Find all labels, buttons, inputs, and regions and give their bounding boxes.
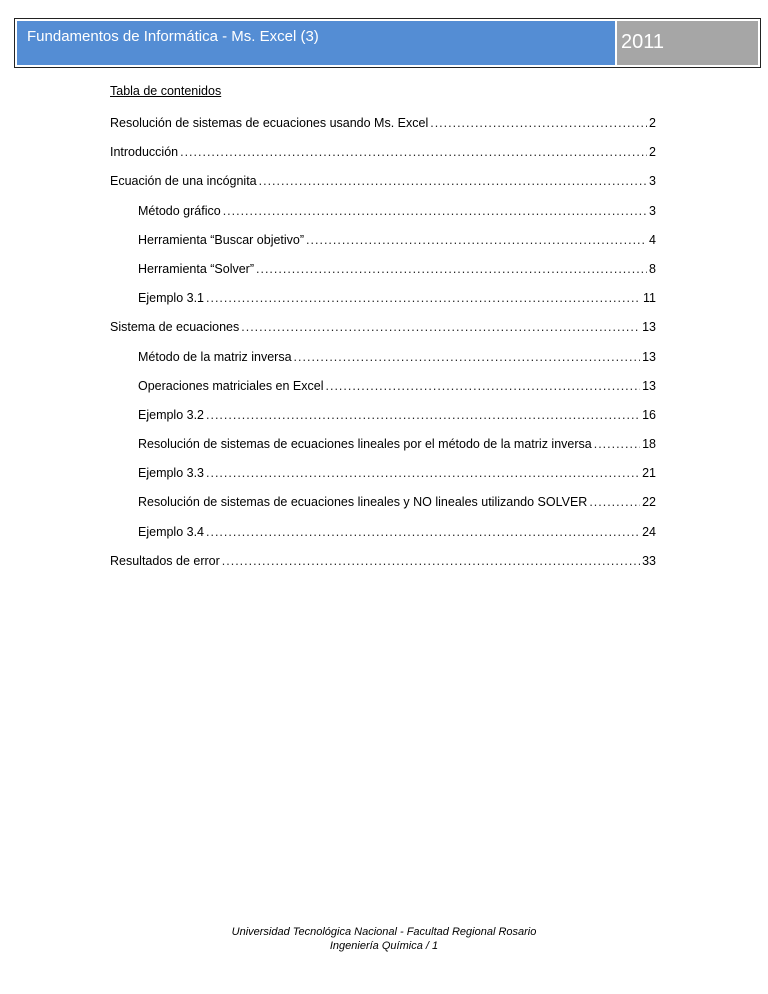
leader-dots — [430, 116, 647, 130]
toc-entry[interactable] — [110, 495, 656, 524]
toc-entry-page: 2 — [649, 145, 656, 160]
page-header — [14, 18, 761, 68]
toc-entry-page: 13 — [642, 349, 656, 364]
document-year: 2011 — [617, 21, 758, 65]
toc-entry[interactable] — [110, 466, 656, 495]
table-of-contents — [110, 116, 656, 583]
toc-entry-page: 11 — [643, 291, 656, 306]
leader-dots — [589, 495, 640, 509]
leader-dots — [222, 554, 640, 568]
toc-entry[interactable] — [110, 233, 656, 262]
toc-entry[interactable] — [110, 525, 656, 554]
footer-department-page: Ingeniería Química / 1 — [329, 940, 439, 952]
toc-entry-label: Método gráfico — [138, 203, 221, 218]
toc-entry-page: 22 — [642, 495, 656, 510]
leader-dots — [306, 233, 647, 247]
toc-entry-page: 16 — [642, 407, 656, 422]
toc-entry[interactable] — [110, 437, 656, 466]
leader-dots — [259, 174, 647, 188]
leader-dots — [180, 145, 647, 159]
toc-entry[interactable] — [110, 204, 656, 233]
toc-entry-label: Herramienta “Solver” — [138, 261, 255, 276]
toc-entry-label: Ejemplo 3.1 — [138, 291, 205, 306]
leader-dots — [206, 466, 640, 480]
toc-entry-label: Método de la matriz inversa — [138, 349, 292, 364]
toc-entry[interactable] — [110, 408, 656, 437]
leader-dots — [594, 437, 640, 451]
toc-entry-label: Ejemplo 3.3 — [138, 466, 205, 481]
leader-dots — [256, 262, 647, 276]
toc-entry-label: Ejemplo 3.2 — [138, 407, 205, 422]
toc-entry-label: Sistema de ecuaciones — [110, 320, 240, 335]
toc-entry-page: 13 — [642, 320, 656, 335]
toc-entry[interactable] — [110, 174, 656, 203]
toc-entry[interactable] — [110, 320, 656, 349]
leader-dots — [241, 320, 640, 334]
toc-entry-page: 4 — [649, 232, 656, 247]
leader-dots — [206, 408, 640, 422]
toc-entry-label: Operaciones matriciales en Excel — [138, 378, 324, 393]
leader-dots — [206, 291, 641, 305]
toc-entry-page: 3 — [649, 203, 656, 218]
toc-entry-page: 21 — [642, 466, 656, 481]
leader-dots — [294, 350, 641, 364]
toc-entry-label: Introducción — [110, 145, 179, 160]
toc-entry-page: 2 — [649, 116, 656, 130]
toc-entry-page: 8 — [649, 261, 656, 276]
toc-entry-label: Resolución de sistemas de ecuaciones lineales y NO lineales utilizando SOLVER — [138, 495, 588, 510]
leader-dots — [326, 379, 641, 393]
leader-dots — [206, 525, 640, 539]
page-footer — [0, 925, 768, 953]
toc-entry-page: 33 — [642, 553, 656, 568]
document-title: Fundamentos de Informática - Ms. Excel (3) — [17, 21, 615, 65]
toc-entry-label: Ecuación de una incógnita — [110, 174, 257, 189]
toc-entry[interactable] — [110, 554, 656, 583]
toc-heading: Tabla de contenidos — [110, 84, 222, 98]
toc-entry-label: Ejemplo 3.4 — [138, 524, 205, 539]
toc-entry[interactable] — [110, 291, 656, 320]
toc-entry[interactable] — [110, 262, 656, 291]
toc-entry-page: 3 — [649, 174, 656, 189]
toc-entry-page: 24 — [642, 524, 656, 539]
toc-entry[interactable] — [110, 145, 656, 174]
leader-dots — [223, 204, 647, 218]
toc-entry-label: Resultados de error — [110, 553, 220, 568]
toc-entry[interactable] — [110, 350, 656, 379]
toc-entry-label: Resolución de sistemas de ecuaciones usando Ms. Excel — [110, 116, 429, 130]
toc-entry[interactable] — [110, 116, 656, 145]
toc-entry-page: 18 — [642, 437, 656, 452]
toc-entry-label: Resolución de sistemas de ecuaciones lineales por el método de la matriz inversa — [138, 437, 592, 452]
footer-institution: Universidad Tecnológica Nacional - Facultad Regional Rosario — [231, 926, 537, 938]
toc-entry-page: 13 — [642, 378, 656, 393]
toc-entry-label: Herramienta “Buscar objetivo” — [138, 232, 305, 247]
toc-entry[interactable] — [110, 379, 656, 408]
